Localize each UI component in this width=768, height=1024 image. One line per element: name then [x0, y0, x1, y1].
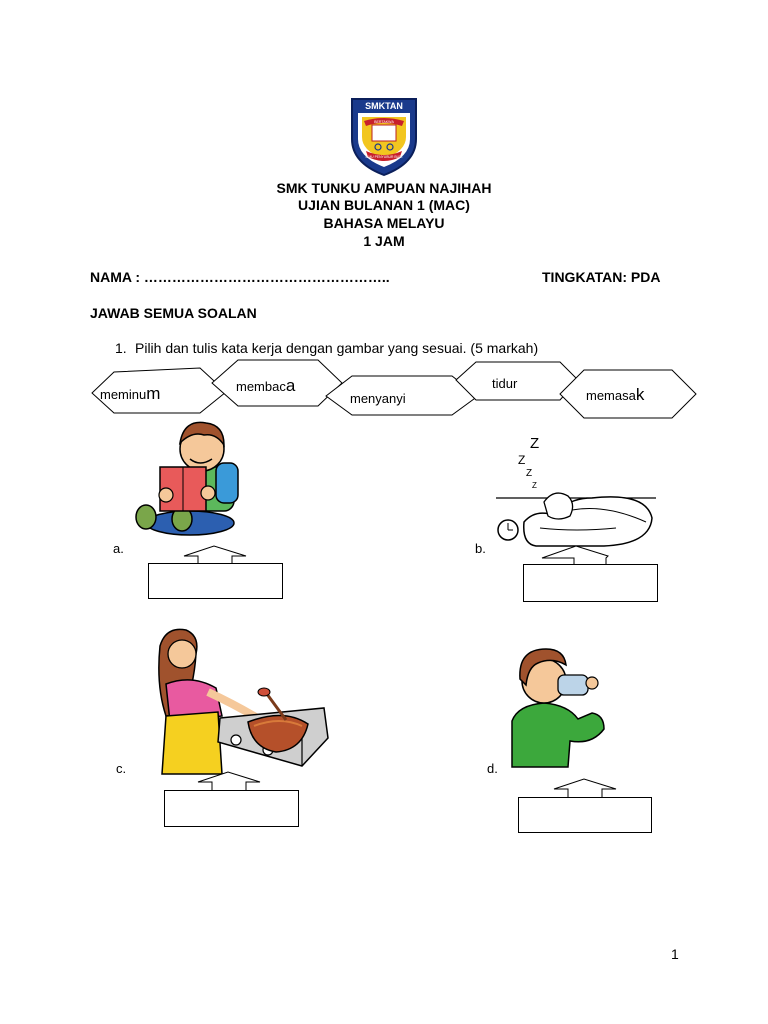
word-shapes	[0, 0, 768, 430]
word-base: menyanyi	[350, 391, 406, 406]
word-base: membac	[236, 379, 286, 394]
answer-box-c[interactable]	[164, 790, 299, 827]
form-field-label: TINGKATAN: PDA	[542, 269, 661, 285]
word-option-membaca	[236, 376, 295, 396]
word-base: tidur	[492, 376, 518, 391]
exam-title: UJIAN BULANAN 1 (MAC)	[298, 197, 470, 213]
sleep-z-3: Z	[526, 468, 533, 479]
question-number: 1.	[115, 340, 127, 356]
sleep-z-1: Z	[530, 435, 540, 452]
answer-arrow-c	[194, 772, 264, 792]
school-name: SMK TUNKU AMPUAN NAJIHAH	[276, 180, 492, 196]
exam-duration: 1 JAM	[363, 233, 405, 249]
subject-title: BAHASA MELAYU	[323, 215, 445, 231]
logo-ribbon-text: BERTAKWA	[374, 120, 394, 124]
answer-box-b[interactable]	[523, 564, 658, 602]
boy-drinking-image	[508, 645, 608, 767]
answer-box-a[interactable]	[148, 563, 283, 599]
word-option-memasak	[586, 385, 644, 405]
word-last-letter: a	[285, 376, 296, 395]
sleep-z-2: Z	[518, 453, 526, 467]
person-sleeping-image	[496, 432, 656, 552]
question-text: Pilih dan tulis kata kerja dengan gambar yang sesuai. (5 markah)	[135, 340, 539, 356]
word-last-letter: m	[146, 384, 161, 403]
word-option-menyanyi	[350, 388, 406, 408]
word-base: memasa	[586, 388, 636, 403]
woman-cooking-image	[152, 626, 332, 774]
item-label-a: a.	[113, 541, 124, 556]
word-option-tidur	[492, 373, 517, 393]
name-field-label: NAMA : ……………………………………………..	[90, 269, 390, 285]
boy-reading-image	[128, 415, 253, 540]
item-label-c: c.	[116, 761, 127, 776]
page-number: 1	[671, 946, 679, 962]
answer-arrow-b	[540, 546, 610, 566]
word-option-meminum	[100, 384, 160, 404]
answer-arrow-d	[550, 779, 620, 799]
instruction-heading: JAWAB SEMUA SOALAN	[90, 305, 257, 321]
sleep-z-4: Z	[532, 481, 537, 490]
logo-bottom-text: ILMU PENYUBUR BUDI	[365, 155, 403, 159]
item-label-b: b.	[475, 541, 486, 556]
item-label-d: d.	[487, 761, 498, 776]
answer-box-d[interactable]	[518, 797, 652, 833]
logo-top-text: SMKTAN	[365, 101, 403, 111]
word-last-letter: k	[635, 385, 645, 404]
word-base: meminu	[100, 387, 147, 402]
